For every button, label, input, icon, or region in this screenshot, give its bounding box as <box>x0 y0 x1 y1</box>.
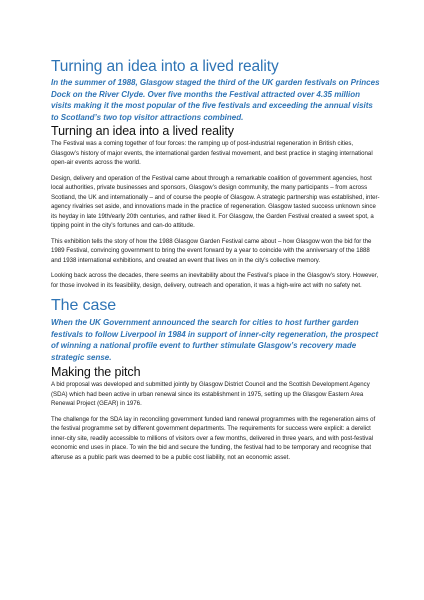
body-paragraph: Looking back across the decades, there seems an inevitability about the Festival’s place in the Glasgow’s story. However, for those involved in its feasibility, design, delivery, outreach and operation, it was a high-wire act with no safety net. <box>51 272 379 289</box>
section-title: The case <box>51 297 117 314</box>
body-paragraph: This exhibition tells the story of how the 1988 Glasgow Garden Festival came about – how Glasgow won the bid for the 1989 Festival, convincing government to bring the event forward by a year to coincide with the anniversary of the 1888 and 1938 international exhibitions, and created an event that lives on in the city’s collective memory. <box>51 237 372 264</box>
body-paragraph: The challenge for the SDA lay in reconciling government funded land renewal programmes with the regeneration aims of the festival programme set by different government departments. The requirements for success were explicit: a derelict inner-city site, readily accessible to millions of visitors over a few months, delivered in three years, and with post-festival economic end uses in place. To win the bid and secure the funding, the festival had to be temporary and recognise that afteruse as a public park was deemed to be a public cost liability, not an economic asset. <box>51 415 376 461</box>
body-paragraph: The Festival was a coming together of four forces: the ramping up of post-industrial regeneration in British cities, Glasgow’s history of major events, the international garden festival movement, and best practice in staging international open-air events across the world. <box>51 140 373 166</box>
section-subtitle: Turning an idea into a lived reality <box>51 124 234 138</box>
section-title: Turning an idea into a lived reality <box>51 58 279 75</box>
section-subtitle: Making the pitch <box>51 365 141 379</box>
document-page <box>51 58 381 462</box>
body-paragraph: Design, delivery and operation of the Festival came about through a remarkable coalition of government agencies, host local authorities, private businesses and sponsors, Glasgow’s design community, the many participants – from across Scotland, the UK and internationally – and of course the people of Glasgow. A strategic partnership was established, inter-agency rivalries set aside, and innovations made in the practice of regeneration. Glasgow tasted success unknown since its heyday in late 19th/early 20th centuries, and rather liked it. For Glasgow, the Garden Festival created a sweet spot, a tipping point in the city’s fortunes and can-do attitude. <box>51 174 380 229</box>
lead-paragraph: When the UK Government announced the search for cities to host further garden festivals to follow Liverpool in 1984 in support of inner-city regeneration, the prospect of winning a national profile event to further stimulate Glasgow’s recovery made strategic sense. <box>51 318 379 362</box>
lead-paragraph: In the summer of 1988, Glasgow staged the third of the UK garden festivals on Princes Dock on the River Clyde. Over five months the Festival attracted over 4.35 million visits making it the most popular of the five festivals and exceeding the annual visits to Scotland’s two top visitor attractions combined. <box>51 78 380 122</box>
body-paragraph: A bid proposal was developed and submitted jointly by Glasgow District Council and the Scottish Development Agency (SDA) which had been active in urban renewal since its establishment in 1975, setting up the Glasgow Eastern Area Renewal Project (GEAR) in 1976. <box>51 381 370 407</box>
